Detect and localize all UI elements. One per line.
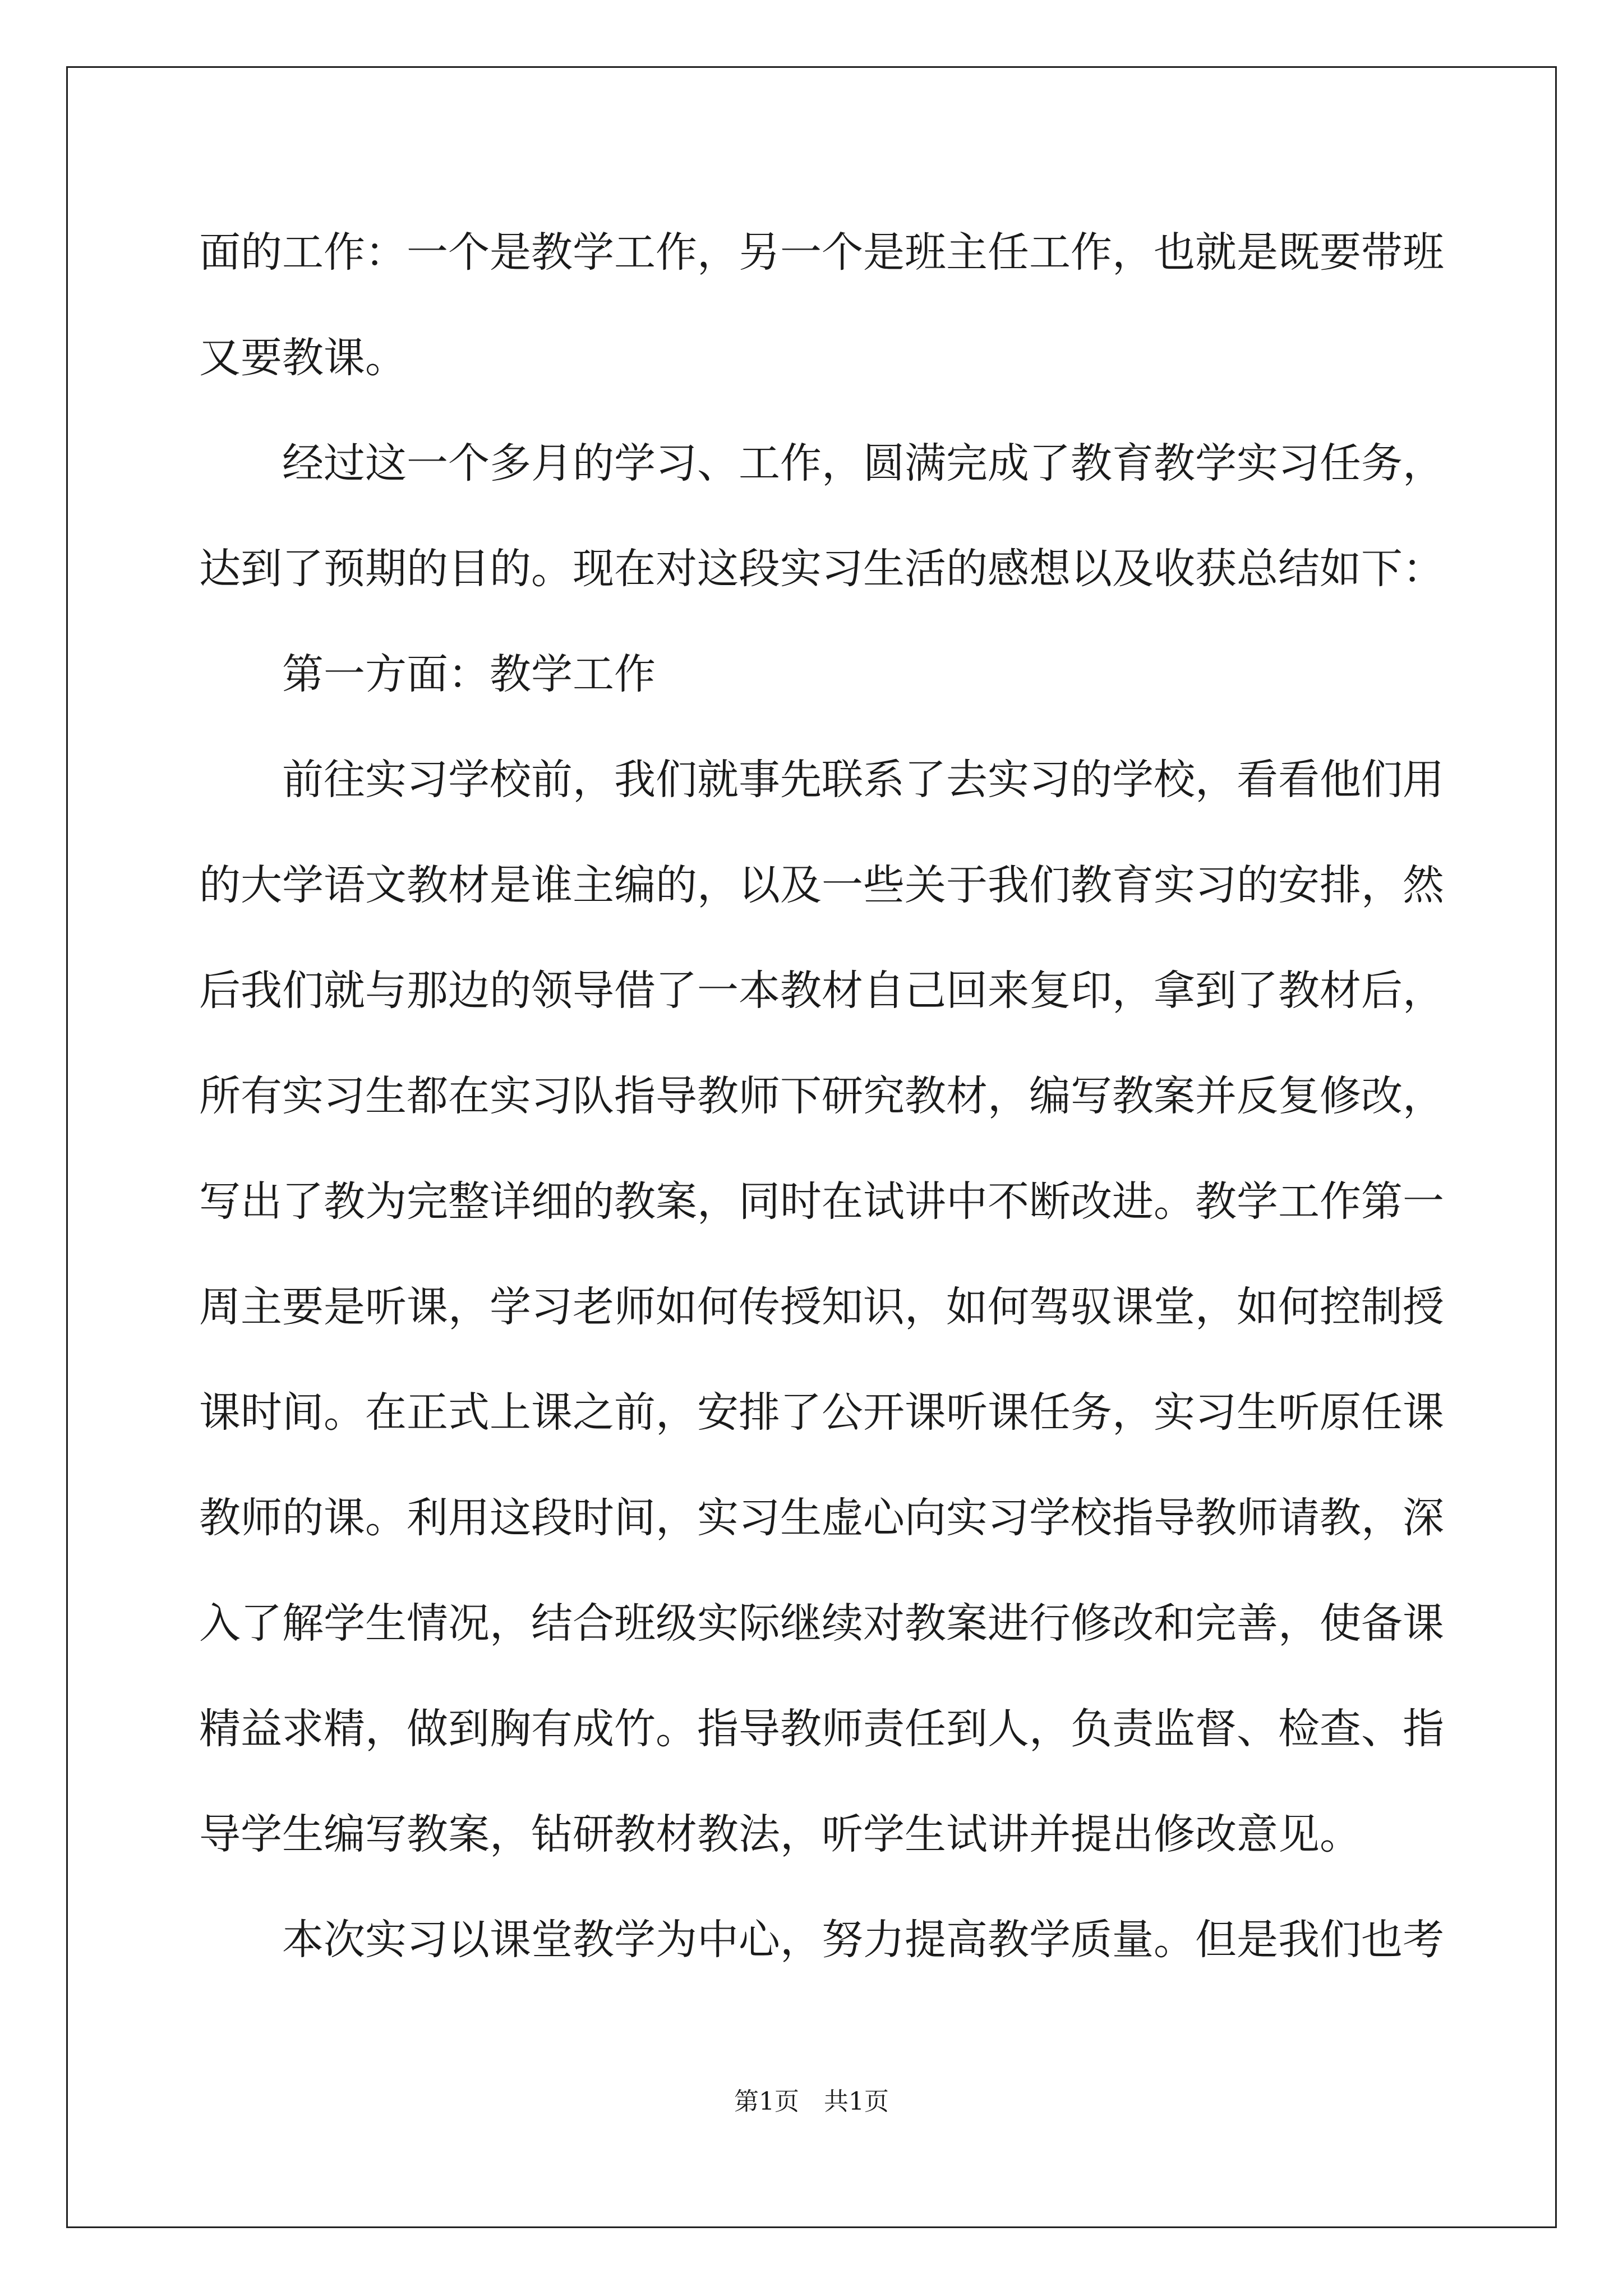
text-line: 又要教课。 [199,334,407,382]
text-line: 写出了教为完整详细的教案，同时在试讲中不断改进。教学工作第一 [199,1177,1444,1226]
text-line: 达到了预期的目的。现在对这段实习生活的感想以及收获总结如下： [199,545,1444,593]
text-line: 课时间。在正式上课之前，安排了公开课听课任务，实习生听原任课 [199,1388,1444,1437]
text-line: 教师的课。利用这段时间，实习生虚心向实习学校指导教师请教，深 [199,1494,1444,1542]
text-line: 入了解学生情况，结合班级实际继续对教案进行修改和完善，使备课 [199,1599,1444,1648]
text-line: 的大学语文教材是谁主编的，以及一些关于我们教育实习的安排，然 [199,861,1444,909]
section-heading: 第一方面：教学工作 [282,650,656,698]
paragraph-start-line: 前往实习学校前，我们就事先联系了去实习的学校，看看他们用 [282,756,1444,804]
page-number-footer: 第1页 共1页 [734,2087,889,2116]
text-line: 所有实习生都在实习队指导教师下研究教材，编写教案并反复修改， [199,1072,1444,1120]
paragraph-start-line: 本次实习以课堂教学为中心，努力提高教学质量。但是我们也考 [282,1916,1444,1964]
page-border [66,66,1557,2228]
text-line: 面的工作：一个是教学工作，另一个是班主任工作，也就是既要带班 [199,228,1444,277]
text-line: 后我们就与那边的领导借了一本教材自己回来复印，拿到了教材后， [199,967,1444,1015]
text-line: 导学生编写教案，钻研教材教法，听学生试讲并提出修改意见。 [199,1810,1361,1858]
text-line: 周主要是听课，学习老师如何传授知识，如何驾驭课堂，如何控制授 [199,1283,1444,1331]
paragraph-start-line: 经过这一个多月的学习、工作，圆满完成了教育教学实习任务， [282,439,1444,487]
text-line: 精益求精，做到胸有成竹。指导教师责任到人，负责监督、检查、指 [199,1705,1444,1753]
